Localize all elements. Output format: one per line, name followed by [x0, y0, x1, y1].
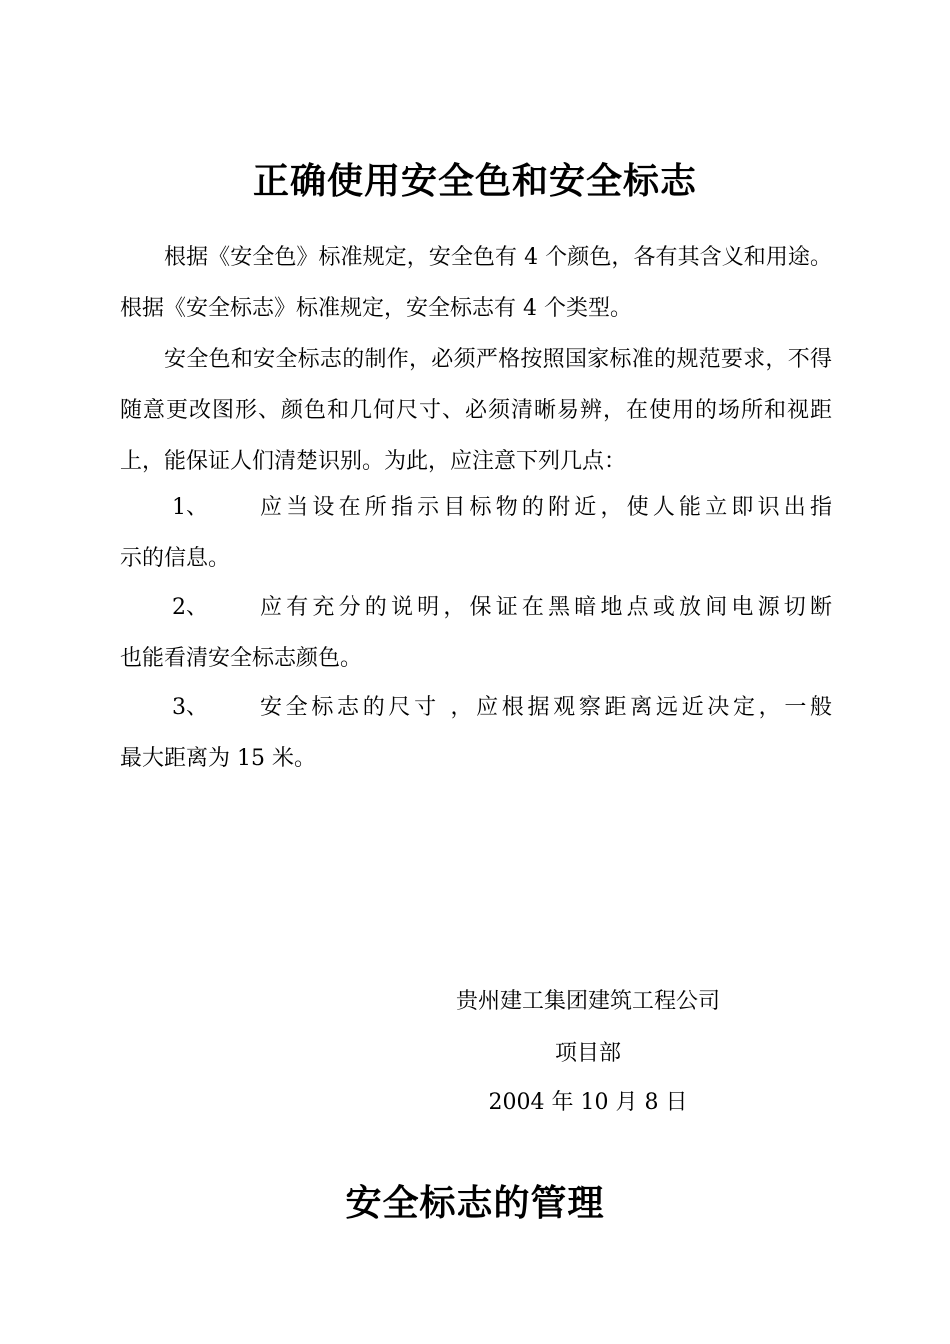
signature-date: 2004 年 10 月 8 日: [488, 1090, 688, 1115]
paragraph-text: 安全色和安全标志的制作，必须严格按照国家标准的规范要求，不得随意更改图形、颜色和几何尺寸、必须清晰易辨，在使用的场所和视距上，能保证人们清楚识别。为此，应注意下列几点：: [120, 347, 832, 474]
list-item-continuation: 也能看清安全标志颜色。: [120, 646, 363, 671]
list-item-text: 应有充分的说明，保证在黑暗地点或放间电源切断: [260, 595, 832, 620]
intro-paragraph: [120, 232, 832, 334]
list-item: [120, 682, 832, 784]
list-item-text: 安全标志的尺寸 ，应根据观察距离远近决定，一般: [260, 695, 832, 720]
section-title: 正确使用安全色和安全标志: [252, 161, 697, 202]
list-item-continuation: 最大距离为 15 米。: [120, 746, 316, 771]
paragraph-text: 根据《安全色》标准规定，安全色有 4 个颜色，各有其含义和用途。根据《安全标志》标准规定，安全标志有 4 个类型。: [120, 245, 832, 321]
section-title: 安全标志的管理: [345, 1183, 605, 1224]
list-item-number: 3、: [172, 695, 208, 720]
list-item: [120, 482, 832, 584]
list-item-number: 1、: [172, 495, 208, 520]
list-item: [120, 582, 832, 684]
list-item-text: 应当设在所指示目标物的附近，使人能立即识出指: [260, 495, 832, 520]
requirements-paragraph: [120, 334, 832, 487]
signature-department: 项目部: [554, 1041, 621, 1066]
signature-company: 贵州建工集团建筑工程公司: [455, 989, 720, 1014]
list-item-continuation: 示的信息。: [120, 546, 231, 571]
list-item-number: 2、: [172, 595, 208, 620]
